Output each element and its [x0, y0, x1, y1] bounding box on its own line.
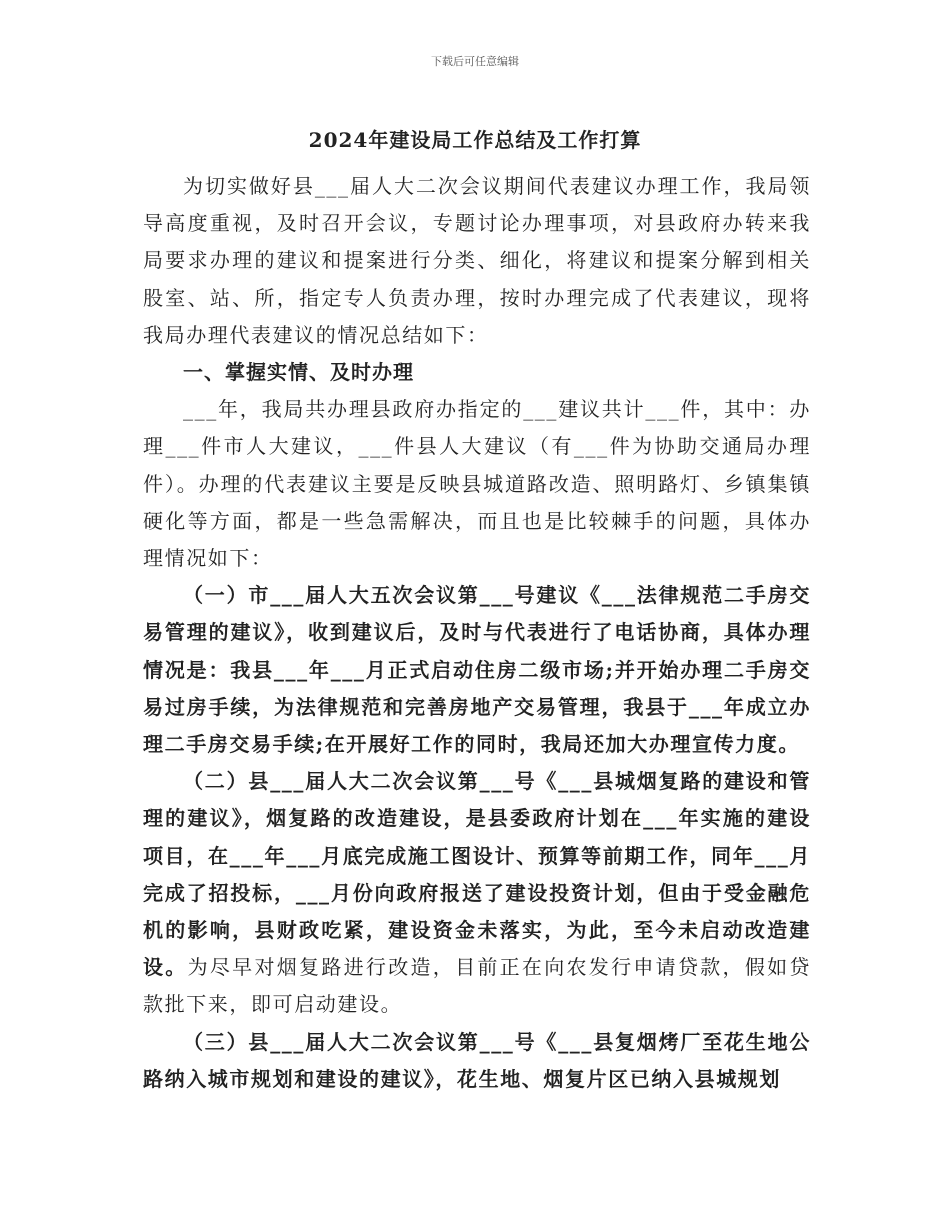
document-title: 2024年建设局工作总结及工作打算 — [308, 128, 642, 152]
section-heading: 一、掌握实情、及时办理 — [183, 360, 414, 385]
section-paragraph: ___年，我局共办理县政府办指定的___建议共计___件，其中：办理___件市人大建议，___件县人大建议（有___件为协助交通局办理件）。办理的代表建议主要是反映县城道路改造、照明路灯、乡镇集镇硬化等方面，都是一些急需解决，而且也是比较棘手的问题，具体办理情况如下： — [143, 397, 811, 571]
item-2-bold-text: （二）县___届人大二次会议第___号《___县城烟复路的建设和管理的建议》，烟复路的改造建设，是县委政府计划在___年实施的建设项目，在___年___月底完成施工图设计、预算等前期工作，同年___月完成了招投标，___月份向政府报送了建设投资计划，但由于受金融危机的影响，县财政吃紧，建设资金未落实，为此，至今未启动改造建设。 — [143, 769, 811, 980]
document-body — [143, 168, 811, 1098]
item-1-paragraph: （一）市___届人大五次会议第___号建议《___法律规范二手房交易管理的建议》，收到建议后，及时与代表进行了电话协商，具体办理情况是：我县___年___月正式启动住房二级市场;并开始办理二手房交易过房手续，为法律规范和完善房地产交易管理，我县于___年成立办理二手房交易手续;在开展好工作的同时，我局还加大办理宣传力度。 — [143, 583, 811, 757]
item-3-paragraph: （三）县___届人大二次会议第___号《___县复烟烤厂至花生地公路纳入城市规划和建设的建议》，花生地、烟复片区已纳入县城规划 — [143, 1029, 811, 1091]
intro-paragraph: 为切实做好县___届人大二次会议期间代表建议办理工作，我局领导高度重视，及时召开会议，专题讨论办理事项，对县政府办转来我局要求办理的建议和提案进行分类、细化，将建议和提案分解到相关股室、站、所，指定专人负责办理，按时办理完成了代表建议，现将我局办理代表建议的情况总结如下： — [143, 174, 811, 347]
item-2-paragraph — [143, 763, 811, 1023]
item-2-normal-text: 为尽早对烟复路进行改造，目前正在向农发行申请贷款，假如贷款批下来，即可启动建设。 — [143, 955, 811, 1017]
page-header-note: 下载后可任意编辑 — [431, 55, 519, 68]
